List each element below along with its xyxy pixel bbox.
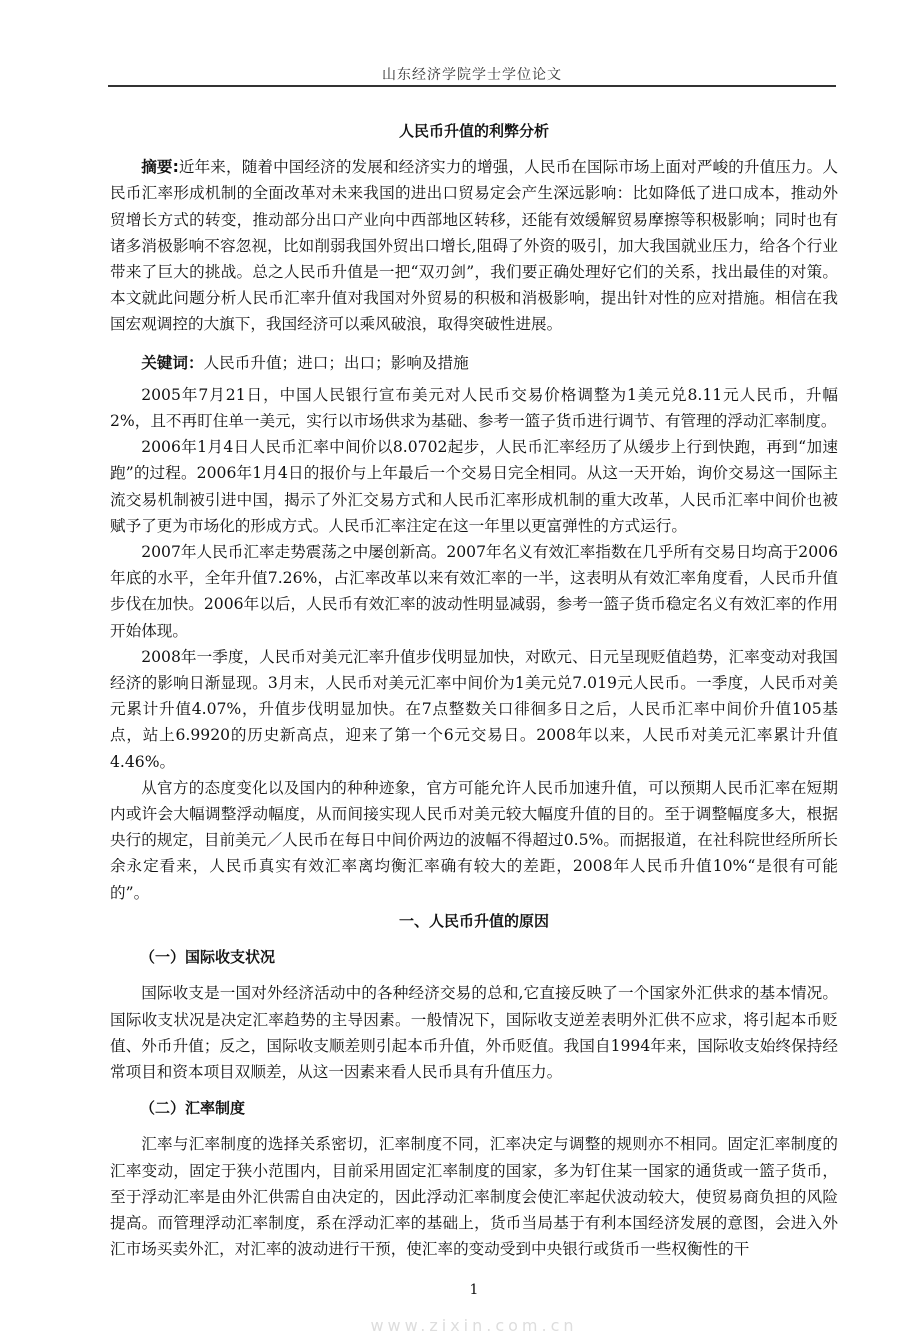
paragraph: 从官方的态度变化以及国内的种种迹象，官方可能允许人民币加速升值，可以预期人民币汇率在短期内或许会大幅调整浮动幅度，从而间接实现人民币对美元较大幅度升值的目的。至于调整幅度多大，根据央行的规定，目前美元／人民币在每日中间价两边的波幅不得超过0.5%。而据报道，在社科院世经所所长余永定看来，人民币真实有效汇率离均衡汇率确有较大的差距，2008年人民币升值10%“是很有可能的”。 [110,778,838,902]
section-heading: 一、人民币升值的原因 [398,911,549,930]
keywords-label: 关键词： [141,353,204,372]
abstract [110,154,838,337]
paragraph: 2008年一季度，人民币对美元汇率升值步伐明显加快，对欧元、日元呈现贬值趋势，汇率变动对我国经济的影响日渐显现。3月末，人民币对美元汇率中间价为1美元兑7.019元人民币。一季度，人民币对美元累计升值4.07%，升值步伐明显加快。在7点整数关口徘徊多日之后，人民币汇率中间价升值105基点，站上6.9920的历史新高点，迎来了第一个6元交易日。2008年以来，人民币对美元汇率累计升值4.46%。 [110,647,838,771]
abstract-text: 近年来，随着中国经济的发展和经济实力的增强，人民币在国际市场上面对严峻的升值压力。人民币汇率形成机制的全面改革对未来我国的进出口贸易定会产生深远影响：比如降低了进口成本，推动外贸增长方式的转变，推动部分出口产业向中西部地区转移，还能有效缓解贸易摩擦等积极影响；同时也有诸多消极影响不容忽视，比如削弱我国外贸出口增长,阻碍了外资的吸引，加大我国就业压力，给各个行业带来了巨大的挑战。总之人民币升值是一把“双刃剑”，我们要正确处理好它们的关系，找出最佳的对策。本文就此问题分析人民币汇率升值对我国对外贸易的积极和消极影响，提出针对性的应对措施。相信在我国宏观调控的大旗下，我国经济可以乘风破浪，取得突破性进展。 [110,158,838,334]
watermark: www.zixin.com.cn [370,1316,578,1336]
header-rule [108,85,836,87]
subsection-heading: （二）汇率制度 [140,1099,246,1118]
paragraph: 2007年人民币汇率走势震荡之中屡创新高。2007年名义有效汇率指数在几乎所有交易日均高于2006年底的水平，全年升值7.26%，占汇率改革以来有效汇率的一半，这表明从有效汇率角度看，人民币升值步伐在加快。2006年以后，人民币有效汇率的波动性明显减弱，参考一篮子货币稳定名义有效汇率的作用开始体现。 [110,543,838,640]
paragraph: 2005年7月21日，中国人民银行宣布美元对人民币交易价格调整为1美元兑8.11元人民币，升幅2%，且不再盯住单一美元，实行以市场供求为基础、参考一篮子货币进行调节、有管理的浮动汇率制度。 [110,385,838,431]
keywords [110,350,838,376]
page-number: 1 [469,1282,479,1299]
abstract-label: 摘要: [141,158,179,177]
paper-title: 人民币升值的利弊分析 [398,122,549,140]
paragraph: 汇率与汇率制度的选择关系密切，汇率制度不同，汇率决定与调整的规则亦不相同。固定汇率制度的汇率变动，固定于狭小范围内，目前采用固定汇率制度的国家，多为钉住某一国家的通货或一篮子货币，至于浮动汇率是由外汇供需自由决定的，因此浮动汇率制度会使汇率起伏波动较大，使贸易商负担的风险提高。而管理浮动汇率制度，系在浮动汇率的基础上，货币当局基于有利本国经济发展的意图，会进入外汇市场买卖外汇，对汇率的波动进行干预，使汇率的变动受到中央银行或货币一些权衡性的干 [110,1135,838,1259]
subsection-heading: （一）国际收支状况 [140,948,276,967]
keywords-text: 人民币升值；进口；出口；影响及措施 [203,353,469,372]
paragraph: 国际收支是一国对外经济活动中的各种经济交易的总和,它直接反映了一个国家外汇供求的基本情况。国际收支状况是决定汇率趋势的主导因素。一般情况下，国际收支逆差表明外汇供不应求，将引起本币贬值、外币升值；反之，国际收支顺差则引起本币升值，外币贬值。我国自1994年来，国际收支始终保持经常项目和资本项目双顺差，从这一因素来看人民币具有升值压力。 [110,984,838,1081]
page-content [110,118,838,1336]
running-header: 山东经济学院学士学位论文 [382,67,562,83]
paragraph: 2006年1月4日人民币汇率中间价以8.0702起步，人民币汇率经历了从缓步上行到快跑，再到“加速跑”的过程。2006年1月4日的报价与上年最后一个交易日完全相同。从这一天开始，询价交易这一国际主流交易机制被引进中国，揭示了外汇交易方式和人民币汇率形成机制的重大改革，人民币汇率中间价也被赋予了更为市场化的形成方式。人民币汇率注定在这一年里以更富弹性的方式运行。 [110,438,838,535]
